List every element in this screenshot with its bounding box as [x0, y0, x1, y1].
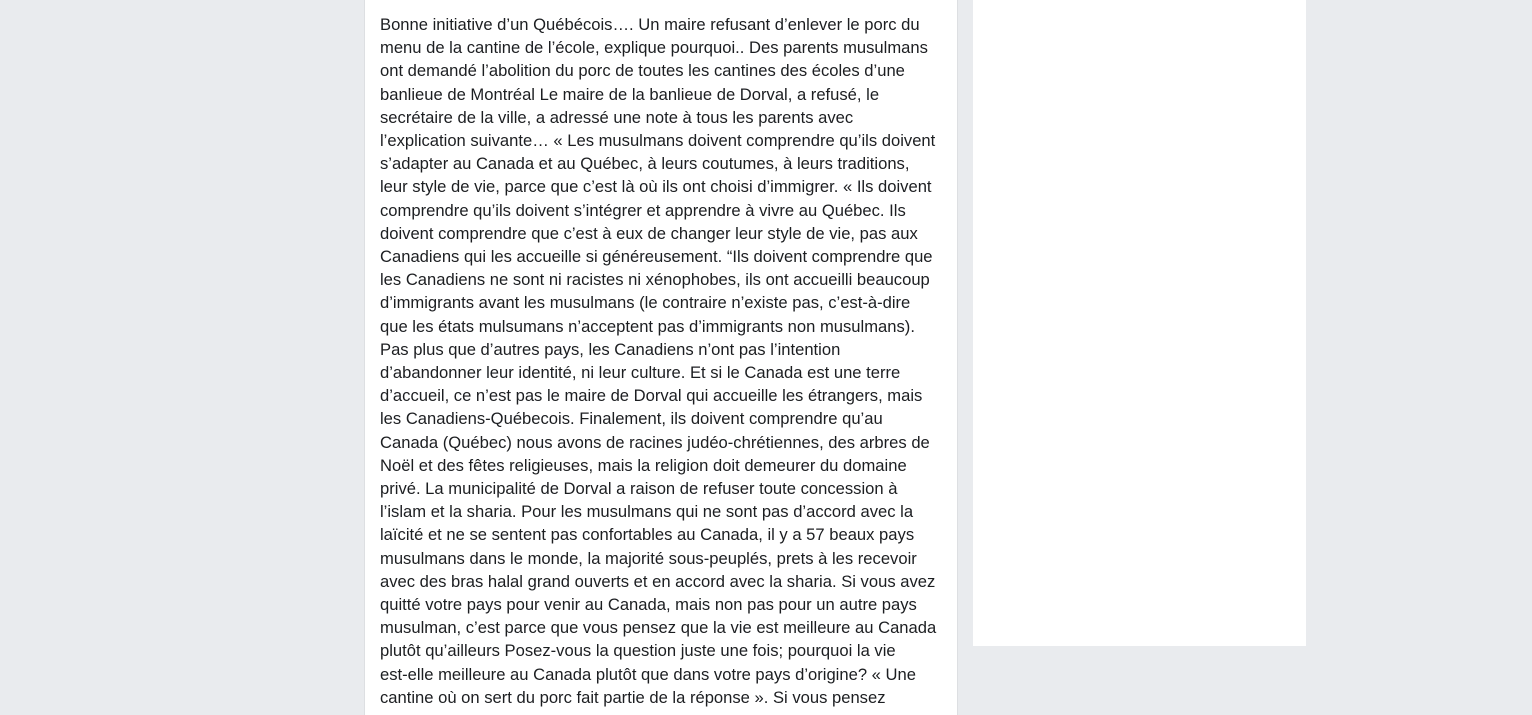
right-panel-edge: [1273, 543, 1306, 646]
post-text: Bonne initiative d’un Québécois…. Un maire refusant d’enlever le porc du menu de la cantine de l’école, explique pourquoi.. Des parents musulmans ont demandé l’abolition du porc de toutes les cantines des écoles d’une banlieue de Montréal Le maire de la banlieue de Dorval, a refusé, le secrétaire de la ville, a adressé une note à tous les parents avec l’explication suivante… « Les musulmans doivent comprendre qu’ils doivent s’adapter au Canada et au Québec, à leurs coutumes, à leurs traditions, leur style de vie, parce que c’est là où ils ont choisi d’immigrer. « Ils doivent comprendre qu’ils doivent s’intégrer et apprendre à vivre au Québec. Ils doivent comprendre que c’est à eux de changer leur style de vie, pas aux Canadiens qui les accueille si généreusement. “Ils doivent comprendre que les Canadiens ne sont ni racistes ni xénophobes, ils ont accueilli beaucoup d’immigrants avant les musulmans (le contraire n’existe pas, c’est-à-dire que les états mulsumans n’acceptent pas d’immigrants non musulmans). Pas plus que d’autres pays, les Canadiens n’ont pas l’intention d’abandonner leur identité, ni leur culture. Et si le Canada est une terre d’accueil, ce n’est pas le maire de Dorval qui accueille les étrangers, mais les Canadiens-Québecois. Finalement, ils doivent comprendre qu’au Canada (Québec) nous avons de racines judéo-chrétiennes, des arbres de Noël et des fêtes religieuses, mais la religion doit demeurer du domaine privé. La municipalité de Dorval a raison de refuser toute concession à l’islam et la sharia. Pour les musulmans qui ne sont pas d’accord avec la laïcité et ne se sentent pas confortables au Canada, il y a 57 beaux pays musulmans dans le monde, la majorité sous-peuplés, prets à les recevoir avec des bras halal grand ouverts et en accord avec la sharia. Si vous avez quitté votre pays pour venir au Canada, mais non pas pour un autre pays musulman, c’est parce que vous pensez que la vie est meilleure au Canada plutôt qu’ailleurs Posez-vous la question juste une fois; pourquoi la vie est-elle meilleure au Canada plutôt que dans votre pays d’origine? « Une cantine où on sert du porc fait partie de la réponse ». Si vous pensez: [380, 15, 937, 707]
post-card: [364, 0, 958, 715]
right-sidebar-panel: [973, 0, 1306, 646]
